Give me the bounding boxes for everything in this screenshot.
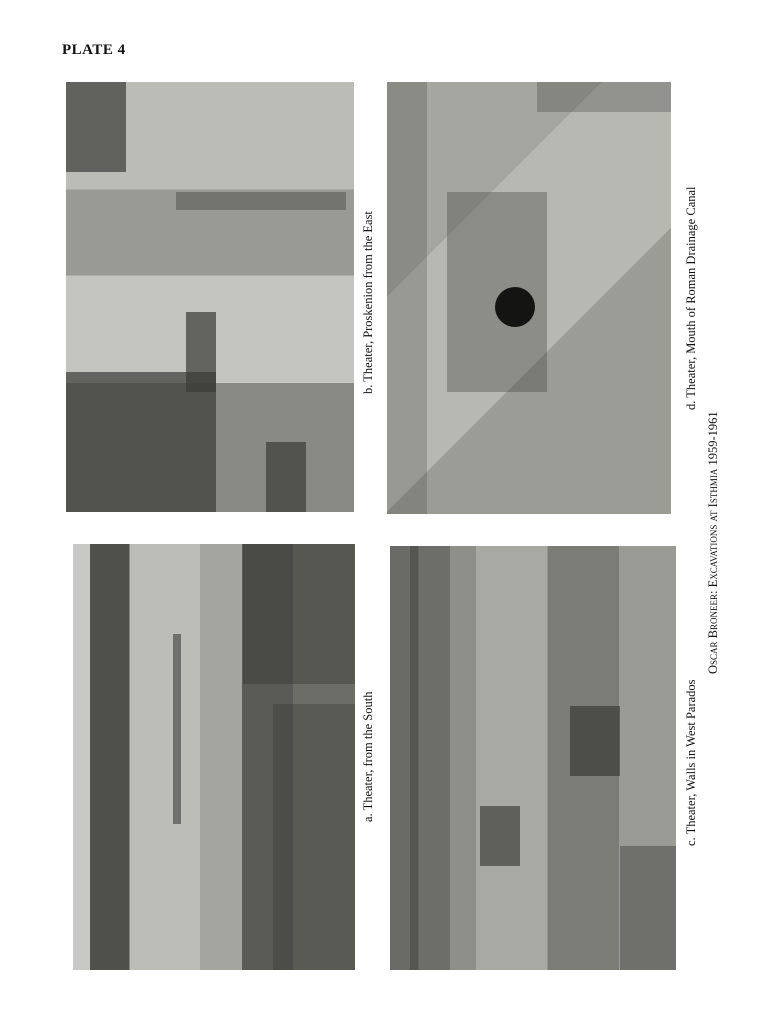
caption-c: c. Theater, Walls in West Parados bbox=[684, 679, 698, 846]
photo-proskenion-from-east bbox=[66, 82, 354, 512]
photo-walls-west-parados bbox=[390, 546, 676, 970]
photo-theater-from-south bbox=[73, 544, 355, 970]
caption-a: a. Theater, from the South bbox=[361, 691, 375, 822]
plate-label: PLATE 4 bbox=[62, 42, 126, 58]
photo-drainage-canal-mouth bbox=[387, 82, 671, 514]
caption-d: d. Theater, Mouth of Roman Drainage Canal bbox=[684, 186, 698, 410]
credit-line: Oscar Broneer: Excavations at Isthmia 1959-1961 bbox=[706, 411, 720, 674]
caption-b: b. Theater, Proskenion from the East bbox=[361, 211, 375, 394]
